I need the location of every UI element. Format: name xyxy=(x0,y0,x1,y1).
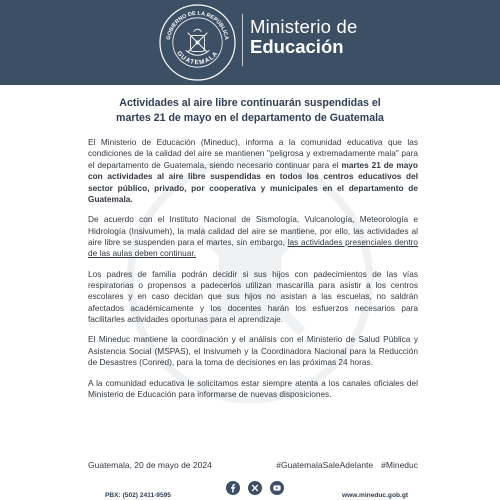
hashtag-guatemala[interactable]: #GuatemalaSaleAdelante xyxy=(276,460,374,470)
paragraph-1 xyxy=(88,137,418,205)
seal-text-top: GOBIERNO DE LA REPÚBLICA xyxy=(165,10,230,41)
paragraph-1-bold: martes 21 de mayo con actividades al aire libre suspendidas en todos los centros educativos del sector público, privado, por cooperativa y municipales en el departamento de Guatemala. xyxy=(88,159,418,205)
document-body xyxy=(88,137,418,409)
paragraph-4: El Mineduc mantiene la coordinación y el análisis con el Ministerio de Salud Pública y Asistencia Social (MSPAS), el Insivumeh y la Coordinadora Nacional para la Reducción de Desastres (Conred), para la toma de decisiones en las próximas 24 horas. xyxy=(88,334,418,368)
hashtags xyxy=(276,460,418,470)
title-line-2: martes 21 de mayo en el departamento de Guatemala xyxy=(116,112,384,124)
title-line-1: Actividades al aire libre continuarán suspendidas el xyxy=(119,97,381,109)
paragraph-3: Los padres de familia podrán decidir si sus hijos con padecimientos de las vías respiratorias o propensos a padecerlos utilizan mascarilla para asistir a los centros escolares y en caso decidan que sus hijos no asistan a las escuelas, no saldrán afectados académicamente y los docentes harán los esfuerzos necesarios para facilitarles actividades oportunas para el aprendizaje. xyxy=(88,268,418,325)
paragraph-2-underlined: las actividades presenciales dentro de las aulas deben continuar. xyxy=(88,237,418,259)
hashtag-mineduc[interactable]: #Mineduc xyxy=(381,460,418,470)
paragraph-5: A la comunidad educativa le solicitamos estar siempre atenta a los canales oficiales del Ministerio de Educación para informarse de nuevas disposiciones. xyxy=(88,377,418,399)
paragraph-2-text: De acuerdo con el Instituto Nacional de Sismología, Vulcanología, Meteorología e Hidrología (Insivumeh), la mala calidad del aire se mantiene, por ello, las actividades al aire libre se suspenden para el martes, sin embargo, xyxy=(88,214,418,248)
svg-text:GUATEMALA xyxy=(175,50,220,66)
phone-number: PBX: (502) 2411-9595 xyxy=(105,492,171,499)
document-date: Guatemala, 20 de mayo de 2024 xyxy=(88,460,212,470)
facebook-icon[interactable] xyxy=(226,481,240,495)
document-title xyxy=(60,96,440,126)
paragraph-1-text: El Ministerio de Educación (Mineduc), informa a la comunidad educativa que las condiciones de la calidad del aire se mantienen "peligrosa y extremadamente mala" para el departamento de Guatemala, siendo necesario continuar para el xyxy=(88,137,418,170)
x-icon[interactable] xyxy=(248,481,262,495)
header-divider xyxy=(242,14,243,66)
government-seal-icon xyxy=(158,3,237,82)
website-link[interactable]: www.mineduc.gob.gt xyxy=(342,492,409,499)
header-banner xyxy=(0,0,500,85)
ministry-name-line2: Educación xyxy=(250,36,344,57)
paragraph-2 xyxy=(88,214,418,260)
seal-text-bottom: GUATEMALA xyxy=(175,49,220,67)
youtube-icon[interactable] xyxy=(270,481,284,495)
ministry-name-line1: Ministerio de xyxy=(250,16,358,37)
